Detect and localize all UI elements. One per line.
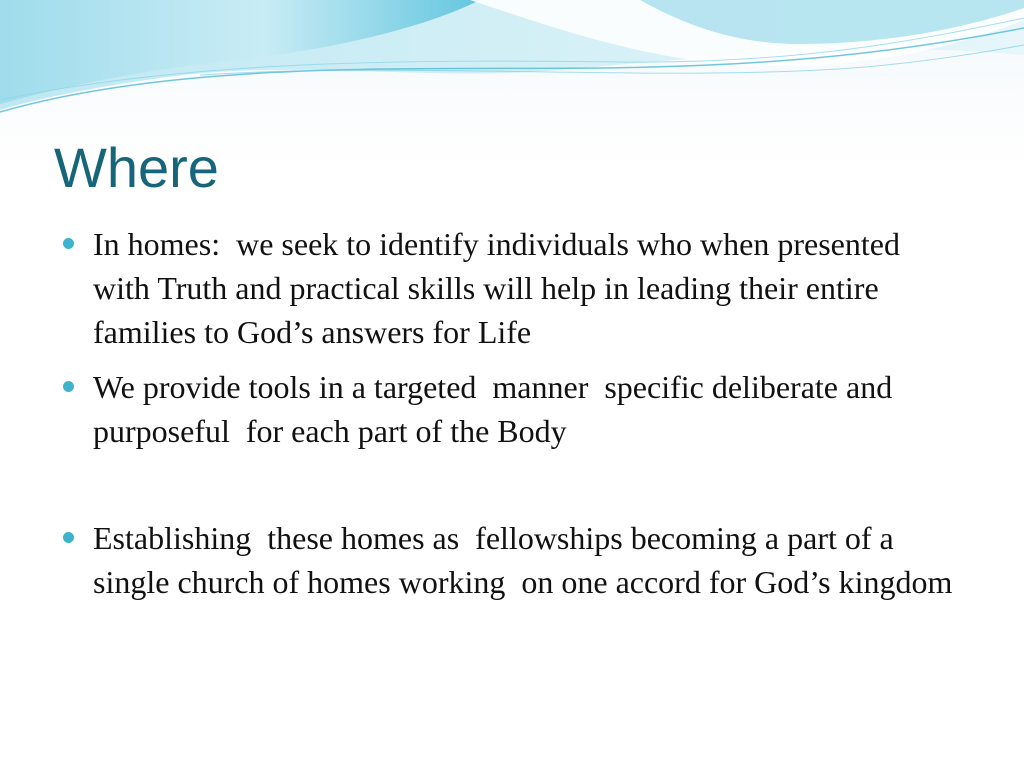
bullet-dot-icon [63,381,74,392]
bullet-dot-icon [63,532,74,543]
decorative-wave-header [0,0,1024,130]
bullet-text: We provide tools in a targeted manner specific deliberate and purposeful for each part of the Body [93,369,901,449]
bullet-text: In homes: we seek to identify individuals who when presented with Truth and practical skills will help in leading their entire families to God’s answers for Life [93,226,916,350]
slide-title: Where [54,136,219,199]
bullet-text: Establishing these homes as fellowships becoming a part of a single church of homes working on one accord for God’s kingdom [93,520,953,600]
bullet-dot-icon [63,238,74,249]
